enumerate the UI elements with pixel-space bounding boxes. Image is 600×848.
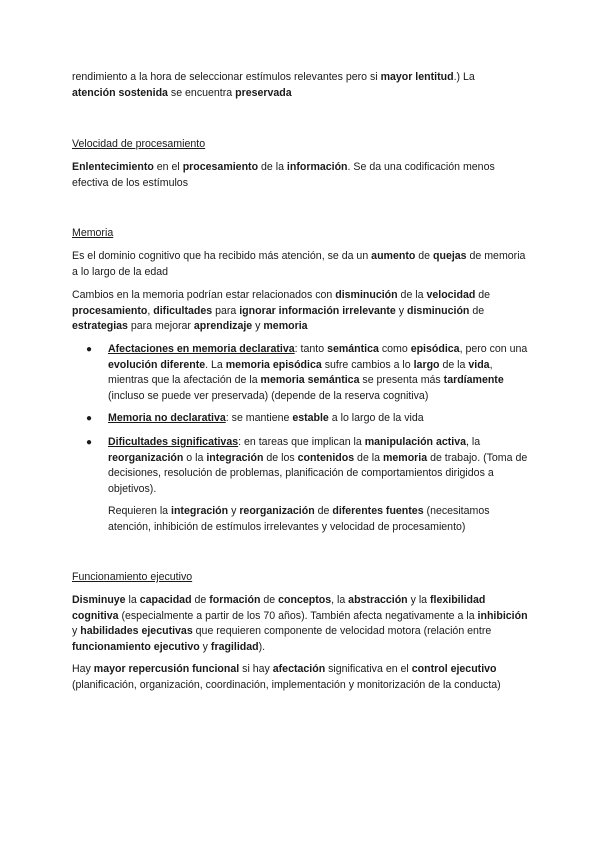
text: y bbox=[252, 320, 264, 333]
text: o la bbox=[183, 451, 207, 464]
memoria-bullet-list bbox=[72, 342, 528, 404]
text: : en tareas que implican la bbox=[238, 436, 365, 448]
underlined-term: Afectaciones en memoria declarativa bbox=[108, 343, 295, 355]
text: se presenta más bbox=[359, 374, 444, 387]
section-memoria bbox=[72, 226, 528, 242]
bold-term: Disminuye bbox=[72, 594, 126, 606]
underlined-term: Dificultades significativas bbox=[108, 436, 239, 448]
memoria-paragraph-1 bbox=[72, 249, 528, 280]
bold-term: formación bbox=[209, 594, 261, 606]
bold-term: control ejecutivo bbox=[411, 663, 497, 675]
bold-term: contenidos bbox=[297, 451, 355, 464]
bold-term: inhibición bbox=[477, 609, 528, 622]
text: de bbox=[475, 289, 491, 301]
text: y bbox=[228, 505, 240, 517]
text: , pero con una bbox=[459, 343, 528, 355]
section-heading-memoria: Memoria bbox=[72, 227, 114, 239]
text: de la bbox=[397, 289, 427, 301]
text: (necesitamos atención, inhibición de estímulos irrelevantes y velocidad de procesamiento) bbox=[108, 505, 490, 533]
text: para bbox=[212, 304, 240, 317]
bold-term: conceptos bbox=[278, 594, 332, 606]
bold-term: procesamiento bbox=[72, 304, 148, 317]
text: de trabajo. (Toma de decisiones, resolución de problemas, planificación de comportamientos dirigidos a objetivos). bbox=[108, 451, 528, 495]
memoria-bullet-list-2 bbox=[72, 411, 528, 427]
list-item bbox=[72, 411, 528, 427]
text: de la bbox=[258, 161, 287, 173]
text: (incluso se puede ver preservada) (depende de la reserva cognitiva) bbox=[108, 389, 429, 402]
text: Es el dominio cognitivo que ha recibido más atención, se da un bbox=[72, 250, 372, 262]
bold-term: evolución diferente bbox=[108, 358, 206, 371]
bold-term: episódica bbox=[410, 343, 460, 355]
underlined-term: Memoria no declarativa bbox=[108, 412, 226, 424]
bold-term: capacidad bbox=[139, 594, 192, 606]
intro-bold: preservada bbox=[235, 86, 292, 99]
bold-term: semántica bbox=[327, 343, 379, 355]
text: significativa en el bbox=[325, 663, 412, 675]
section-heading-velocidad: Velocidad de procesamiento bbox=[72, 138, 206, 150]
intro-bold: mayor lentitud bbox=[380, 71, 454, 83]
bold-term: disminución bbox=[335, 289, 398, 301]
intro-text: se encuentra bbox=[167, 86, 236, 99]
text: a lo largo de la vida bbox=[328, 412, 424, 424]
text: si hay bbox=[239, 663, 273, 675]
text: , la bbox=[331, 594, 349, 606]
memoria-bullet-list-3 bbox=[72, 435, 528, 497]
bold-term: información bbox=[286, 161, 348, 173]
bold-term: dificultades bbox=[153, 304, 213, 317]
bold-term: quejas bbox=[433, 250, 467, 262]
text: . La bbox=[205, 358, 226, 371]
text: ). bbox=[258, 640, 266, 653]
section-velocidad bbox=[72, 137, 528, 153]
text: de bbox=[415, 250, 433, 262]
bold-term: aumento bbox=[371, 250, 416, 262]
text: de la bbox=[354, 451, 383, 464]
bold-term: funcionamiento ejecutivo bbox=[72, 640, 200, 653]
text: (especialmente a partir de los 70 años). También afecta negativamente a la bbox=[118, 609, 478, 622]
text: y la bbox=[407, 594, 431, 606]
text: la bbox=[125, 594, 140, 606]
bold-term: integración bbox=[206, 451, 264, 464]
text: y bbox=[72, 625, 81, 638]
bullet-icon: ● bbox=[86, 437, 93, 448]
text: de bbox=[469, 304, 485, 317]
velocidad-paragraph bbox=[72, 160, 528, 191]
bold-term: flexibilidad cognitiva bbox=[72, 594, 486, 622]
bullet-icon: ● bbox=[86, 413, 93, 424]
text: de bbox=[191, 594, 210, 606]
bold-term: abstracción bbox=[348, 594, 408, 606]
text: y bbox=[395, 304, 408, 317]
text: que requieren componente de velocidad motora (relación entre bbox=[192, 625, 492, 638]
text: de la bbox=[439, 358, 469, 371]
text: sufre cambios a lo bbox=[321, 358, 414, 371]
ejecutivo-paragraph-2 bbox=[72, 662, 528, 693]
bold-term: largo bbox=[413, 358, 440, 371]
memoria-paragraph-2 bbox=[72, 288, 528, 335]
bold-term: memoria semántica bbox=[260, 374, 360, 387]
text: Requieren la bbox=[108, 505, 172, 517]
bullet-icon: ● bbox=[86, 344, 93, 355]
text: : tanto bbox=[294, 343, 328, 355]
text: para mejorar bbox=[127, 320, 194, 333]
bold-term: reorganización bbox=[108, 451, 184, 464]
text: , mientras que la afectación de la bbox=[108, 358, 493, 387]
text: en el bbox=[153, 161, 183, 173]
text: . Se da una codificación menos efectiva de los estímulos bbox=[72, 161, 495, 189]
bold-term: manipulación activa bbox=[364, 436, 466, 448]
bold-term: integración bbox=[171, 505, 229, 517]
text: , bbox=[147, 304, 154, 317]
bold-term: reorganización bbox=[239, 505, 315, 517]
text: de memoria a lo largo de la edad bbox=[72, 250, 526, 278]
bold-term: estrategias bbox=[72, 320, 128, 333]
bold-term: velocidad bbox=[426, 289, 476, 301]
text: : se mantiene bbox=[225, 412, 293, 424]
list-item bbox=[72, 342, 528, 404]
text: de los bbox=[263, 451, 298, 464]
bold-term: aprendizaje bbox=[193, 320, 253, 333]
bold-term: procesamiento bbox=[182, 161, 259, 173]
text: Hay bbox=[72, 663, 94, 675]
section-ejecutivo bbox=[72, 570, 528, 586]
text: (planificación, organización, coordinación, implementación y monitorización de la conducta) bbox=[72, 678, 501, 691]
bold-term: ignorar información irrelevante bbox=[239, 304, 396, 317]
ejecutivo-paragraph-1 bbox=[72, 593, 528, 655]
text: de bbox=[260, 594, 279, 606]
bold-term: memoria bbox=[382, 451, 428, 464]
text: de bbox=[314, 505, 333, 517]
bold-term: memoria bbox=[263, 320, 308, 333]
section-heading-ejecutivo: Funcionamiento ejecutivo bbox=[72, 571, 193, 583]
intro-bold: atención sostenida bbox=[72, 86, 168, 99]
bold-term: habilidades ejecutivas bbox=[80, 625, 193, 638]
bold-term: memoria episódica bbox=[225, 358, 322, 371]
bold-term: vida bbox=[468, 358, 490, 371]
list-item bbox=[72, 435, 528, 497]
bold-term: tardíamente bbox=[443, 374, 504, 387]
bold-term: afectación bbox=[272, 663, 326, 675]
bold-term: diferentes fuentes bbox=[332, 505, 424, 517]
bold-term: disminución bbox=[407, 304, 470, 317]
intro-paragraph bbox=[72, 70, 528, 101]
text: Cambios en la memoria podrían estar relacionados con bbox=[72, 289, 336, 301]
bold-term: fragilidad bbox=[210, 640, 259, 653]
bold-term: estable bbox=[292, 412, 329, 424]
text: , la bbox=[466, 436, 481, 448]
text: y bbox=[199, 640, 211, 653]
intro-text: .) La bbox=[453, 71, 475, 83]
intro-text: rendimiento a la hora de seleccionar estímulos relevantes pero si bbox=[72, 71, 381, 83]
memoria-bullet-3-continuation bbox=[108, 504, 528, 535]
bold-term: Enlentecimiento bbox=[72, 161, 154, 173]
bold-term: mayor repercusión funcional bbox=[93, 663, 240, 675]
text: como bbox=[378, 343, 411, 355]
